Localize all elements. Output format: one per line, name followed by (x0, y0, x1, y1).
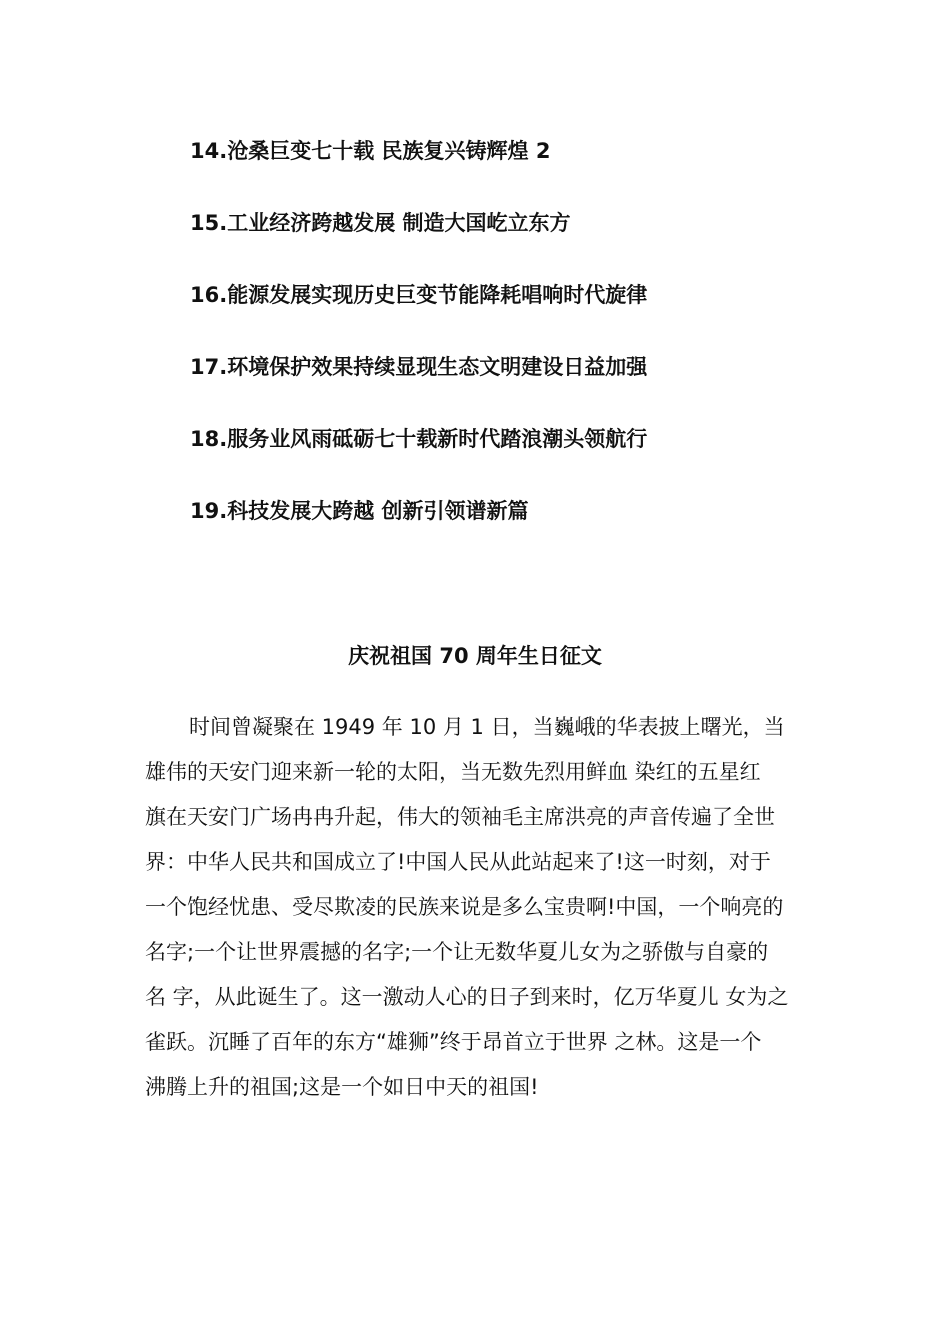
essay-body (145, 705, 807, 1110)
toc-item-17: 17.环境保护效果持续显现生态文明建设日益加强 (190, 355, 648, 379)
toc-item-14: 14.沧桑巨变七十载 民族复兴铸辉煌 2 (190, 139, 551, 163)
essay-line: 旗在天安门广场冉冉升起，伟大的领袖毛主席洪亮的声音传遍了全世 (145, 805, 775, 829)
table-of-contents (190, 133, 830, 565)
essay-line: 雀跃。沉睡了百年的东方“雄狮”终于昂首立于世界 之林。这是一个 (145, 1030, 762, 1054)
toc-item-18: 18.服务业风雨砥砺七十载新时代踏浪潮头领航行 (190, 427, 648, 451)
essay-title: 庆祝祖国 70 周年生日征文 (348, 644, 602, 668)
essay-line: 时间曾凝聚在 1949 年 10 月 1 日，当巍峨的华表披上曙光，当 (189, 715, 785, 739)
toc-item-16: 16.能源发展实现历史巨变节能降耗唱响时代旋律 (190, 283, 648, 307)
essay-line: 雄伟的天安门迎来新一轮的太阳，当无数先烈用鲜血 染红的五星红 (145, 760, 761, 784)
toc-item-15: 15.工业经济跨越发展 制造大国屹立东方 (190, 211, 571, 235)
essay-line: 一个饱经忧患、受尽欺凌的民族来说是多么宝贵啊!中国，一个响亮的 (145, 895, 784, 919)
essay-line: 名 字，从此诞生了。这一激动人心的日子到来时，亿万华夏儿 女为之 (145, 985, 789, 1009)
essay-line: 界：中华人民共和国成立了!中国人民从此站起来了!这一时刻，对于 (145, 850, 771, 874)
essay-line: 名字;一个让世界震撼的名字;一个让无数华夏儿女为之骄傲与自豪的 (145, 940, 769, 964)
essay-line: 沸腾上升的祖国;这是一个如日中天的祖国! (145, 1075, 539, 1099)
toc-item-19: 19.科技发展大跨越 创新引领谱新篇 (190, 499, 529, 523)
